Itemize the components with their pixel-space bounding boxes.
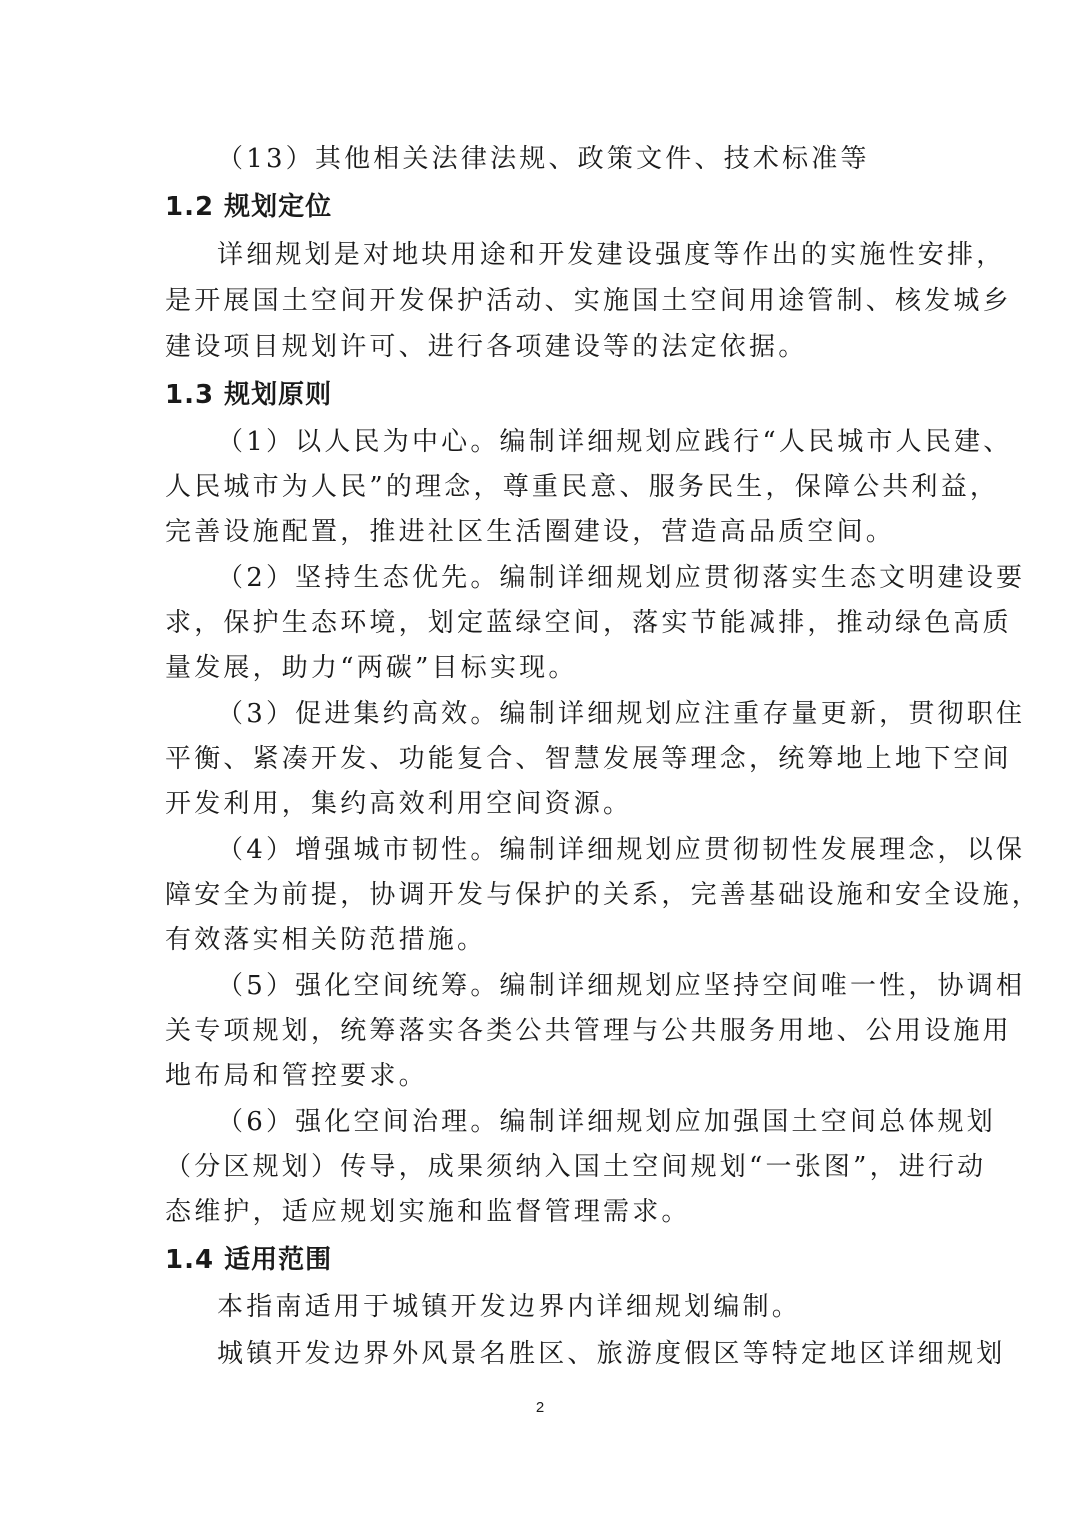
paragraph-line: （3）促进集约高效。编制详细规划应注重存量更新，贯彻职住	[217, 699, 1026, 729]
paragraph-line: 详细规划是对地块用途和开发建设强度等作出的实施性安排，	[217, 240, 1006, 270]
section-heading-1-4: 1.4 适用范围	[165, 1245, 333, 1275]
paragraph-line: 求，保护生态环境，划定蓝绿空间，落实节能减排，推动绿色高质	[165, 608, 1012, 638]
paragraph-line: （13）其他相关法律法规、政策文件、技术标准等	[217, 144, 870, 174]
page-number: 2	[535, 1399, 545, 1416]
section-heading-1-3: 1.3 规划原则	[165, 380, 333, 410]
section-heading-1-2: 1.2 规划定位	[165, 192, 333, 222]
paragraph-line: 建设项目规划许可、进行各项建设等的法定依据。	[165, 332, 808, 362]
paragraph-line: （4）增强城市韧性。编制详细规划应贯彻韧性发展理念，以保	[217, 835, 1026, 865]
paragraph-line: 量发展，助力“两碳”目标实现。	[165, 653, 578, 683]
paragraph-line: 开发利用，集约高效利用空间资源。	[165, 789, 633, 819]
paragraph-line: 地布局和管控要求。	[165, 1061, 428, 1091]
paragraph-line: 人民城市为人民”的理念，尊重民意、服务民生，保障公共利益，	[165, 472, 1000, 502]
paragraph-line: 障安全为前提，协调开发与保护的关系，完善基础设施和安全设施，	[165, 880, 1042, 910]
paragraph-line: （2）坚持生态优先。编制详细规划应贯彻落实生态文明建设要	[217, 563, 1026, 593]
paragraph-line: 有效落实相关防范措施。	[165, 925, 487, 955]
paragraph-line: （6）强化空间治理。编制详细规划应加强国土空间总体规划	[217, 1107, 996, 1137]
paragraph-line: 完善设施配置，推进社区生活圈建设，营造高品质空间。	[165, 517, 896, 547]
paragraph-line: 态维护，适应规划实施和监督管理需求。	[165, 1197, 691, 1227]
paragraph-line: 关专项规划，统筹落实各类公共管理与公共服务用地、公用设施用	[165, 1016, 1012, 1046]
paragraph-line: 平衡、紧凑开发、功能复合、智慧发展等理念，统筹地上地下空间	[165, 744, 1012, 774]
paragraph-line: 本指南适用于城镇开发边界内详细规划编制。	[217, 1292, 802, 1322]
paragraph-line: （5）强化空间统筹。编制详细规划应坚持空间唯一性，协调相	[217, 971, 1026, 1001]
paragraph-line: （分区规划）传导，成果须纳入国土空间规划“一张图”，进行动	[165, 1152, 987, 1182]
paragraph-line: （1）以人民为中心。编制详细规划应践行“人民城市人民建、	[217, 427, 1013, 457]
paragraph-line: 城镇开发边界外风景名胜区、旅游度假区等特定地区详细规划	[217, 1339, 1006, 1369]
paragraph-line: 是开展国土空间开发保护活动、实施国土空间用途管制、核发城乡	[165, 286, 1012, 316]
